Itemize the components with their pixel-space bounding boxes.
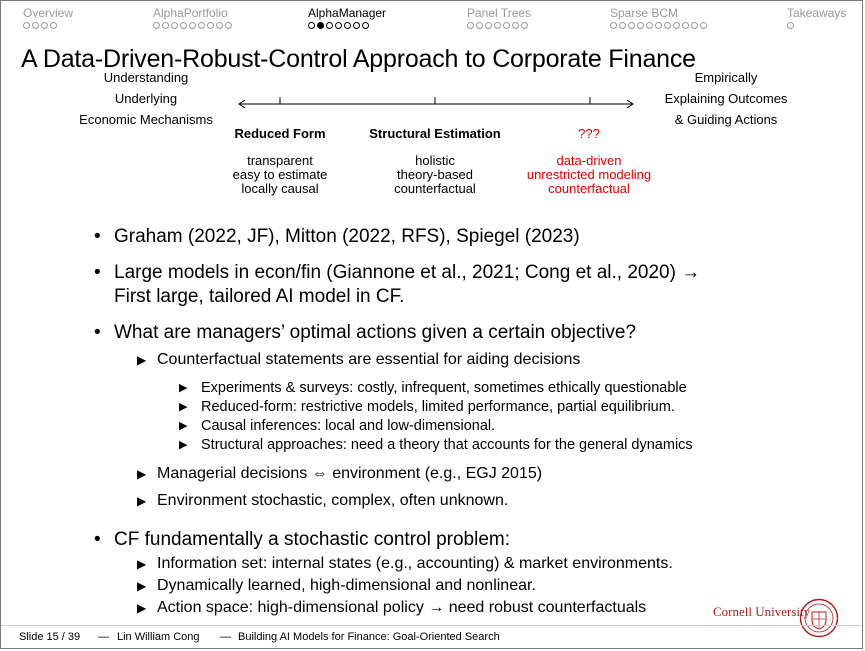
nav-dots[interactable] bbox=[308, 22, 386, 32]
column-body-unknown bbox=[514, 154, 664, 196]
nav-dot-icon[interactable] bbox=[494, 22, 501, 29]
nav-section-label: AlphaPortfolio bbox=[153, 6, 228, 20]
sub-bullet-text: Information set: internal states (e.g., accounting) & market environments. bbox=[157, 555, 673, 572]
slide-number: Slide 15 / 39 bbox=[19, 631, 81, 643]
nav-dot-icon[interactable] bbox=[700, 22, 707, 29]
nav-dot-icon[interactable] bbox=[664, 22, 671, 29]
nav-dot-icon[interactable] bbox=[198, 22, 205, 29]
bullet-large-models bbox=[94, 261, 701, 309]
cornell-logo-text: Cornell University bbox=[713, 604, 811, 619]
bullet-managers-actions bbox=[94, 321, 637, 345]
sub-sub-bullet-text: Reduced-form: restrictive models, limited performance, partial equilibrium. bbox=[201, 399, 675, 415]
triangle-bullet-icon: ▶ bbox=[137, 494, 147, 508]
nav-dot-icon[interactable] bbox=[32, 22, 39, 29]
sub-bullet-text: Action space: high-dimensional policy → need robust counterfactuals bbox=[157, 599, 647, 616]
sub-bullet-managerial-decisions bbox=[137, 464, 543, 484]
spectrum-left-line: Underlying bbox=[114, 91, 178, 106]
nav-dots[interactable] bbox=[23, 22, 73, 32]
spectrum-axis-arrow bbox=[237, 94, 635, 108]
bullet-text: What are managers’ optimal actions given a certain objective? bbox=[114, 322, 637, 343]
spectrum-right-label bbox=[641, 67, 811, 130]
section-navigation bbox=[1, 1, 862, 37]
sub-bullet bbox=[137, 576, 536, 596]
bullet-text: CF fundamentally a stochastic control problem: bbox=[114, 529, 511, 550]
footer-author: Lin William Cong bbox=[117, 631, 200, 643]
sub-sub-bullet bbox=[179, 437, 693, 454]
column-head-unknown: ??? bbox=[578, 126, 600, 141]
nav-dot-icon[interactable] bbox=[50, 22, 57, 29]
nav-section-sparse-bcm[interactable] bbox=[610, 6, 709, 32]
spectrum-right-line: & Guiding Actions bbox=[674, 112, 778, 127]
spectrum-left-line: Economic Mechanisms bbox=[79, 112, 213, 127]
bullet-dot-icon: • bbox=[94, 262, 101, 283]
nav-dots[interactable] bbox=[467, 22, 531, 32]
nav-dot-icon[interactable] bbox=[353, 22, 360, 29]
spectrum-left-line: Understanding bbox=[103, 70, 189, 85]
nav-dot-icon[interactable] bbox=[171, 22, 178, 29]
slide-title: A Data-Driven-Robust-Control Approach to Corporate Finance bbox=[21, 45, 696, 73]
triangle-bullet-icon: ▶ bbox=[179, 420, 188, 432]
sub-bullet bbox=[137, 554, 673, 574]
column-line: unrestricted modeling bbox=[526, 167, 652, 182]
spectrum-left-label bbox=[63, 67, 229, 130]
column-head-structural-estimation: Structural Estimation bbox=[369, 126, 501, 141]
slide-footer bbox=[1, 625, 862, 649]
column-head-reduced-form: Reduced Form bbox=[234, 126, 326, 141]
footer-talk-title: Building AI Models for Finance: Goal-Oriented Search bbox=[238, 631, 500, 643]
nav-dot-icon[interactable] bbox=[317, 22, 324, 29]
footer-separator: — bbox=[220, 631, 231, 643]
nav-dot-icon[interactable] bbox=[216, 22, 223, 29]
column-line: easy to estimate bbox=[232, 167, 328, 182]
column-line: data-driven bbox=[556, 153, 622, 168]
sub-sub-bullet bbox=[179, 380, 687, 397]
nav-dot-icon[interactable] bbox=[691, 22, 698, 29]
nav-dot-icon[interactable] bbox=[637, 22, 644, 29]
sub-sub-bullet bbox=[179, 418, 496, 435]
nav-dot-icon[interactable] bbox=[673, 22, 680, 29]
nav-section-alphamanager[interactable] bbox=[308, 6, 386, 32]
nav-dot-icon[interactable] bbox=[207, 22, 214, 29]
triangle-bullet-icon: ▶ bbox=[137, 467, 147, 481]
sub-bullet-text: Counterfactual statements are essential for aiding decisions bbox=[157, 351, 581, 368]
triangle-bullet-icon: ▶ bbox=[179, 439, 188, 451]
nav-dot-icon[interactable] bbox=[335, 22, 342, 29]
sub-bullet bbox=[137, 598, 647, 618]
nav-dot-icon[interactable] bbox=[610, 22, 617, 29]
sub-sub-bullet-text: Causal inferences: local and low-dimensional. bbox=[201, 418, 496, 434]
triangle-bullet-icon: ▶ bbox=[179, 401, 188, 413]
nav-dot-icon[interactable] bbox=[503, 22, 510, 29]
nav-dot-icon[interactable] bbox=[189, 22, 196, 29]
nav-dot-icon[interactable] bbox=[41, 22, 48, 29]
sub-sub-bullet bbox=[179, 399, 675, 416]
nav-dots[interactable] bbox=[787, 22, 846, 32]
nav-dot-icon[interactable] bbox=[180, 22, 187, 29]
bullet-dot-icon: • bbox=[94, 226, 101, 247]
nav-section-overview[interactable] bbox=[23, 6, 73, 32]
nav-section-label: Takeaways bbox=[787, 6, 847, 20]
nav-section-label: AlphaManager bbox=[308, 6, 387, 20]
nav-section-label: Overview bbox=[23, 6, 74, 20]
nav-dot-icon[interactable] bbox=[655, 22, 662, 29]
column-line: locally causal bbox=[241, 181, 319, 196]
triangle-bullet-icon: ▶ bbox=[137, 557, 147, 571]
sub-bullet-counterfactual bbox=[137, 350, 581, 370]
spectrum-right-line: Empirically bbox=[694, 70, 758, 85]
nav-dot-icon[interactable] bbox=[485, 22, 492, 29]
nav-dot-icon[interactable] bbox=[326, 22, 333, 29]
bullet-text: Large models in econ/fin (Giannone et al., 2021; Cong et al., 2020) → bbox=[114, 262, 701, 283]
column-line: counterfactual bbox=[548, 181, 630, 196]
column-body-reduced-form bbox=[220, 154, 340, 196]
nav-dot-icon[interactable] bbox=[23, 22, 30, 29]
bullet-text-continued: First large, tailored AI model in CF. bbox=[114, 286, 405, 307]
triangle-bullet-icon: ▶ bbox=[179, 382, 188, 394]
footer-separator: — bbox=[98, 631, 109, 643]
nav-dot-icon[interactable] bbox=[619, 22, 626, 29]
nav-dot-icon[interactable] bbox=[225, 22, 232, 29]
nav-dot-icon[interactable] bbox=[682, 22, 689, 29]
sub-bullet-environment bbox=[137, 491, 509, 511]
nav-dot-icon[interactable] bbox=[628, 22, 635, 29]
column-line: counterfactual bbox=[394, 181, 476, 196]
nav-dots[interactable] bbox=[153, 22, 234, 32]
triangle-bullet-icon: ▶ bbox=[137, 353, 147, 367]
nav-dot-icon[interactable] bbox=[344, 22, 351, 29]
bullet-stochastic-control bbox=[94, 528, 511, 552]
bullet-dot-icon: • bbox=[94, 322, 101, 343]
column-line: holistic bbox=[415, 153, 455, 168]
sub-bullet-text: Environment stochastic, complex, often unknown. bbox=[157, 492, 509, 509]
nav-section-label: Sparse BCM bbox=[610, 6, 679, 20]
spectrum-right-line: Explaining Outcomes bbox=[664, 91, 788, 106]
bullet-dot-icon: • bbox=[94, 529, 101, 550]
column-line: transparent bbox=[247, 153, 313, 168]
nav-section-panel-trees[interactable] bbox=[467, 6, 531, 32]
column-body-structural-estimation bbox=[375, 154, 495, 196]
triangle-bullet-icon: ▶ bbox=[137, 601, 147, 615]
bullet-text: Graham (2022, JF), Mitton (2022, RFS), Spiegel (2023) bbox=[114, 226, 580, 247]
nav-dot-icon[interactable] bbox=[512, 22, 519, 29]
nav-section-takeaways[interactable] bbox=[787, 6, 846, 32]
bullet-literature bbox=[94, 225, 580, 249]
nav-dot-icon[interactable] bbox=[162, 22, 169, 29]
nav-dot-icon[interactable] bbox=[787, 22, 794, 29]
nav-dot-icon[interactable] bbox=[308, 22, 315, 29]
sub-sub-bullet-text: Experiments & surveys: costly, infrequent, sometimes ethically questionable bbox=[201, 380, 687, 396]
nav-dot-icon[interactable] bbox=[467, 22, 474, 29]
column-line: theory-based bbox=[397, 167, 473, 182]
nav-dot-icon[interactable] bbox=[153, 22, 160, 29]
nav-section-alphaportfolio[interactable] bbox=[153, 6, 234, 32]
nav-dot-icon[interactable] bbox=[476, 22, 483, 29]
sub-sub-bullet-text: Structural approaches: need a theory that accounts for the general dynamics bbox=[201, 437, 693, 453]
nav-section-label: Panel Trees bbox=[467, 6, 532, 20]
nav-dots[interactable] bbox=[610, 22, 709, 32]
sub-bullet-text: Dynamically learned, high-dimensional and nonlinear. bbox=[157, 577, 536, 594]
nav-dot-icon[interactable] bbox=[362, 22, 369, 29]
nav-dot-icon[interactable] bbox=[646, 22, 653, 29]
triangle-bullet-icon: ▶ bbox=[137, 579, 147, 593]
sub-bullet-text: Managerial decisions ⇔ environment (e.g., EGJ 2015) bbox=[157, 465, 543, 482]
nav-dot-icon[interactable] bbox=[521, 22, 528, 29]
